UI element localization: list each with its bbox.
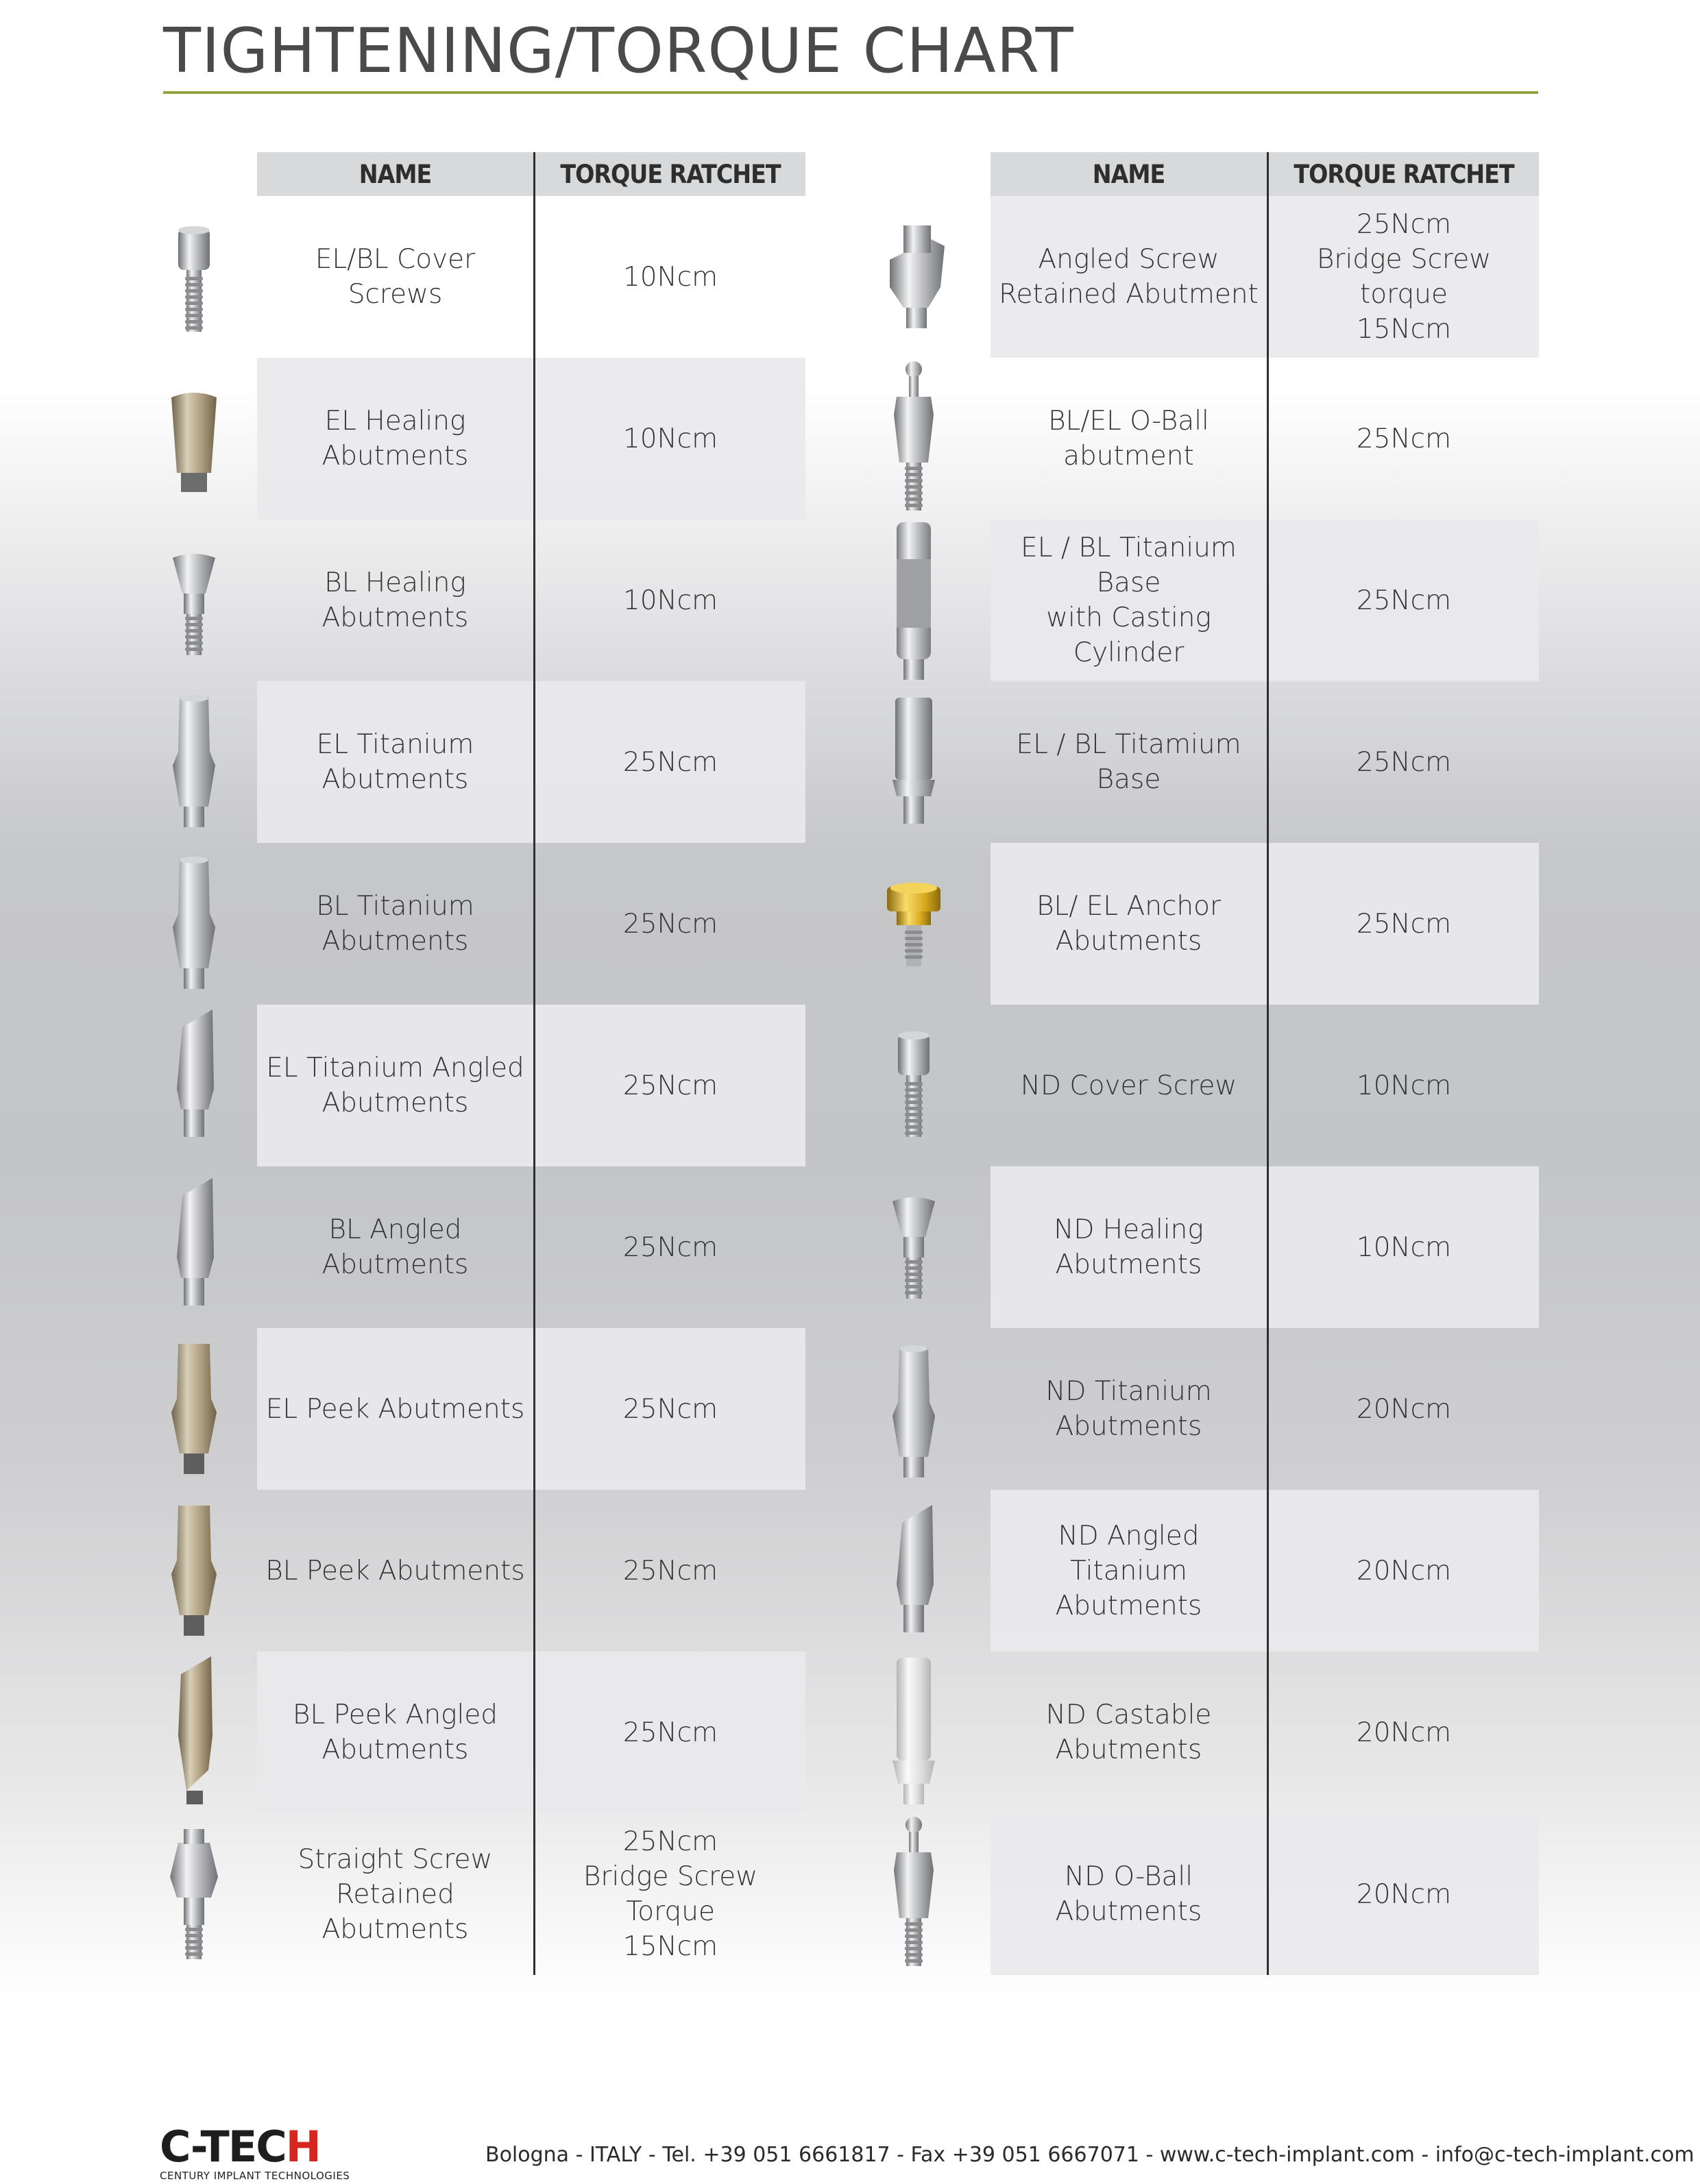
torque-table-left <box>257 152 805 1975</box>
torque-value-cell: 10Ncm <box>1269 1166 1539 1328</box>
table-row <box>991 681 1539 843</box>
table-row <box>991 519 1539 681</box>
castable-abutment-icon <box>883 1654 945 1814</box>
peek-angled-abutment-icon-svg <box>163 1654 225 1811</box>
torque-value-cell: 20Ncm <box>1269 1490 1539 1652</box>
torque-value-cell: 25Ncm Bridge Screw torque 15Ncm <box>1269 196 1539 358</box>
o-ball-abutment-icon-svg <box>883 360 945 517</box>
column-header-name: NAME <box>257 152 535 196</box>
column-header-name: NAME <box>991 152 1269 196</box>
table-row <box>991 1652 1539 1813</box>
table-row <box>257 1652 805 1813</box>
torque-table-right <box>991 152 1539 1975</box>
table-row <box>257 1005 805 1166</box>
angled-abutment-icon-svg <box>883 1502 945 1639</box>
angled-abutment-icon <box>883 1502 945 1642</box>
table-row <box>991 1328 1539 1490</box>
page-title: TIGHTENING/TORQUE CHART <box>163 15 1074 87</box>
angled-abutment-icon <box>163 1007 225 1167</box>
product-name-cell: EL Titanium Angled Abutments <box>257 1005 535 1166</box>
product-name-cell: ND Cover Screw <box>991 1005 1269 1166</box>
product-name-cell: Angled Screw Retained Abutment <box>991 196 1269 358</box>
table-row <box>257 843 805 1005</box>
o-ball-abutment-icon <box>883 360 945 520</box>
torque-value-cell: 25Ncm <box>535 681 805 843</box>
table-row <box>257 1328 805 1490</box>
logo-mark: C-TECH <box>160 2122 320 2172</box>
product-name-cell: EL Titanium Abutments <box>257 681 535 843</box>
product-name-cell: BL Titanium Abutments <box>257 843 535 1005</box>
product-name-cell: EL Healing Abutments <box>257 358 535 519</box>
table-row <box>991 1166 1539 1328</box>
peek-angled-abutment-icon <box>163 1654 225 1814</box>
table-body <box>991 196 1539 1975</box>
table-row <box>991 358 1539 519</box>
healing-abutment-peek-icon <box>163 384 225 496</box>
company-logo <box>160 2122 350 2182</box>
anchor-abutment-icon <box>883 876 945 974</box>
castable-abutment-icon-svg <box>883 1654 945 1811</box>
product-name-cell: BL Peek Abutments <box>257 1490 535 1652</box>
torque-value-cell: 25Ncm <box>535 1005 805 1166</box>
table-row <box>991 1813 1539 1975</box>
product-name-cell: Straight Screw Retained Abutments <box>257 1813 535 1975</box>
angled-abutment-icon-svg <box>163 1175 225 1319</box>
torque-value-cell: 20Ncm <box>1356 1717 1452 1748</box>
product-name-cell: ND Castable Abutments <box>991 1652 1269 1813</box>
healing-abutment-icon <box>163 545 225 658</box>
titanium-abutment-icon-svg <box>163 852 225 996</box>
table-row <box>257 358 805 519</box>
product-name-cell: BL/EL O-Ball abutment <box>991 358 1269 519</box>
footer-contact: Bologna - ITALY - Tel. +39 051 6661817 - Fax +39 051 6667071 - www.c-tech-implant.com - info@c-tech-implant.com <box>485 2143 1695 2167</box>
table-row <box>257 1813 805 1975</box>
torque-value-cell: 25Ncm <box>1269 519 1539 681</box>
cover-screw-icon <box>163 222 225 334</box>
torque-value-cell: 25Ncm <box>1356 746 1452 778</box>
product-name-cell: ND Angled Titanium Abutments <box>991 1490 1269 1652</box>
peek-abutment-icon <box>163 1337 225 1484</box>
product-name-cell: EL/BL Cover Screws <box>257 196 535 358</box>
peek-abutment-icon <box>163 1499 225 1645</box>
logo-tagline: CENTURY IMPLANT TECHNOLOGIES <box>160 2170 350 2182</box>
column-header-torque: TORQUE RATCHET <box>560 159 781 189</box>
torque-value-cell: 25Ncm <box>1356 423 1452 454</box>
table-body <box>257 196 805 1975</box>
product-name-cell: EL Peek Abutments <box>257 1328 535 1490</box>
peek-abutment-icon-svg <box>163 1337 225 1481</box>
torque-value-cell: 20Ncm <box>1356 1393 1452 1425</box>
torque-value-cell: 10Ncm <box>1356 1070 1452 1101</box>
o-ball-abutment-icon-svg <box>883 1815 945 1973</box>
angled-abutment-icon <box>163 1175 225 1322</box>
peek-abutment-icon-svg <box>163 1499 225 1643</box>
titanium-base-icon <box>883 694 945 833</box>
angled-abutment-icon-svg <box>163 1007 225 1164</box>
o-ball-abutment-icon <box>883 1815 945 1976</box>
table-row <box>257 196 805 358</box>
cover-screw-icon <box>883 1027 945 1146</box>
screw-retained-abutment-icon-svg <box>163 1822 225 1966</box>
torque-value-cell: 25Ncm <box>535 1328 805 1490</box>
torque-value-cell: 10Ncm <box>622 585 718 616</box>
screw-retained-abutment-icon <box>163 1822 225 1969</box>
angled-screw-retained-abutment-icon-svg <box>883 219 945 335</box>
cover-screw-icon-svg <box>163 222 225 332</box>
table-row <box>257 681 805 843</box>
torque-value-cell: 25Ncm <box>535 1652 805 1813</box>
table-header <box>257 152 805 196</box>
titanium-abutment-icon <box>883 1340 945 1480</box>
torque-value-cell: 25Ncm <box>622 908 718 940</box>
torque-value-cell: 25Ncm Bridge Screw Torque 15Ncm <box>583 1826 758 1962</box>
table-row <box>257 519 805 681</box>
torque-value-cell: 25Ncm <box>622 1555 718 1586</box>
anchor-abutment-icon-svg <box>883 876 945 972</box>
product-name-cell: BL Peek Angled Abutments <box>257 1652 535 1813</box>
product-name-cell: EL / BL Titamium Base <box>991 681 1269 843</box>
cover-screw-icon-svg <box>883 1027 945 1144</box>
titanium-abutment-icon <box>163 852 225 998</box>
torque-value-cell: 25Ncm <box>622 1231 718 1263</box>
titanium-abutment-icon-svg <box>163 690 225 834</box>
healing-abutment-peek-icon-svg <box>163 384 225 493</box>
torque-value-cell: 10Ncm <box>622 261 718 293</box>
table-row <box>991 843 1539 1005</box>
column-header-torque: TORQUE RATCHET <box>1294 159 1514 189</box>
table-row <box>991 196 1539 358</box>
titanium-base-cylinder-icon-svg <box>883 518 945 683</box>
table-row <box>257 1166 805 1328</box>
torque-value-cell: 10Ncm <box>535 358 805 519</box>
product-name-cell: BL Angled Abutments <box>257 1166 535 1328</box>
product-name-cell: ND Healing Abutments <box>991 1166 1269 1328</box>
product-name-cell: ND Titanium Abutments <box>991 1328 1269 1490</box>
healing-abutment-icon-svg <box>163 545 225 655</box>
product-name-cell: ND O-Ball Abutments <box>991 1813 1269 1975</box>
product-name-cell: BL/ EL Anchor Abutments <box>991 843 1269 1005</box>
titanium-abutment-icon-svg <box>883 1340 945 1477</box>
healing-abutment-icon <box>883 1189 945 1308</box>
titanium-base-cylinder-icon <box>883 518 945 685</box>
title-rule <box>163 91 1538 94</box>
table-row <box>257 1490 805 1652</box>
table-header <box>991 152 1539 196</box>
torque-value-cell: 20Ncm <box>1269 1813 1539 1975</box>
table-row <box>991 1005 1539 1166</box>
titanium-abutment-icon <box>163 690 225 837</box>
healing-abutment-icon-svg <box>883 1189 945 1305</box>
angled-screw-retained-abutment-icon <box>883 219 945 338</box>
torque-value-cell: 25Ncm <box>1269 843 1539 1005</box>
product-name-cell: BL Healing Abutments <box>257 519 535 681</box>
table-row <box>991 1490 1539 1652</box>
titanium-base-icon-svg <box>883 694 945 831</box>
product-name-cell: EL / BL Titanium Base with Casting Cylinder <box>991 519 1269 681</box>
